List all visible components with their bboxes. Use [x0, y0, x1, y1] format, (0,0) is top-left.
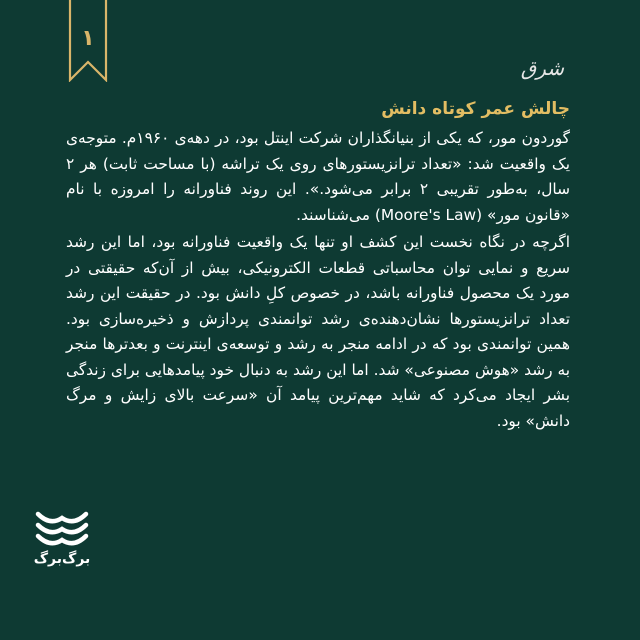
paragraph-2: اگرچه در نگاه نخست این کشف او تنها یک واقعیت فناورانه بود، اما این رشد سریع و نمایی توان محاسباتی قطعات الکترونیکی، بیش از آن‌که حقیقتی در مورد یک محصول فناورانه باشد، در خصوص کلِ دانش بود. در حقیقت این رشد تعداد ترانزیستورها نشان‌دهنده‌ی رشد توانمندی پردازش و ذخیره‌سازی بود. همین توانمندی بود که در ادامه منجر به رشد و توسعه‌ی اینترنت و بعدترها منجر به رشد «هوش مصنوعی» شد. اما این رشد به دنبال خود پیامدهایی برای زندگی بشر ایجاد می‌کرد که شاید مهم‌ترین پیامد آن «سرعت بالای زایش و مرگ دانش» بود. — [66, 233, 570, 430]
brand-name: برگ‌برگ — [33, 551, 91, 567]
book-pages-icon — [34, 510, 90, 548]
page-number: ۱ — [81, 26, 95, 51]
article-heading: چالش عمر کوتاه دانش — [381, 99, 570, 119]
paragraph-1: گوردون مور، که یکی از بنیانگذاران شرکت اینتل بود، در دهه‌ی ۱۹۶۰م. متوجه‌ی یک واقعیت شد: «تعداد ترانزیستورهای روی یک تراشه (با مساحت ثابت) هر ۲ سال، به‌طور تقریبی ۲ برابر می‌شود.». این روند فناورانه را امروزه با نام «قانون مور» (Moore's Law) می‌شناسند. — [66, 129, 570, 224]
publisher-logo: شرق — [520, 56, 564, 80]
article-body — [66, 96, 570, 436]
